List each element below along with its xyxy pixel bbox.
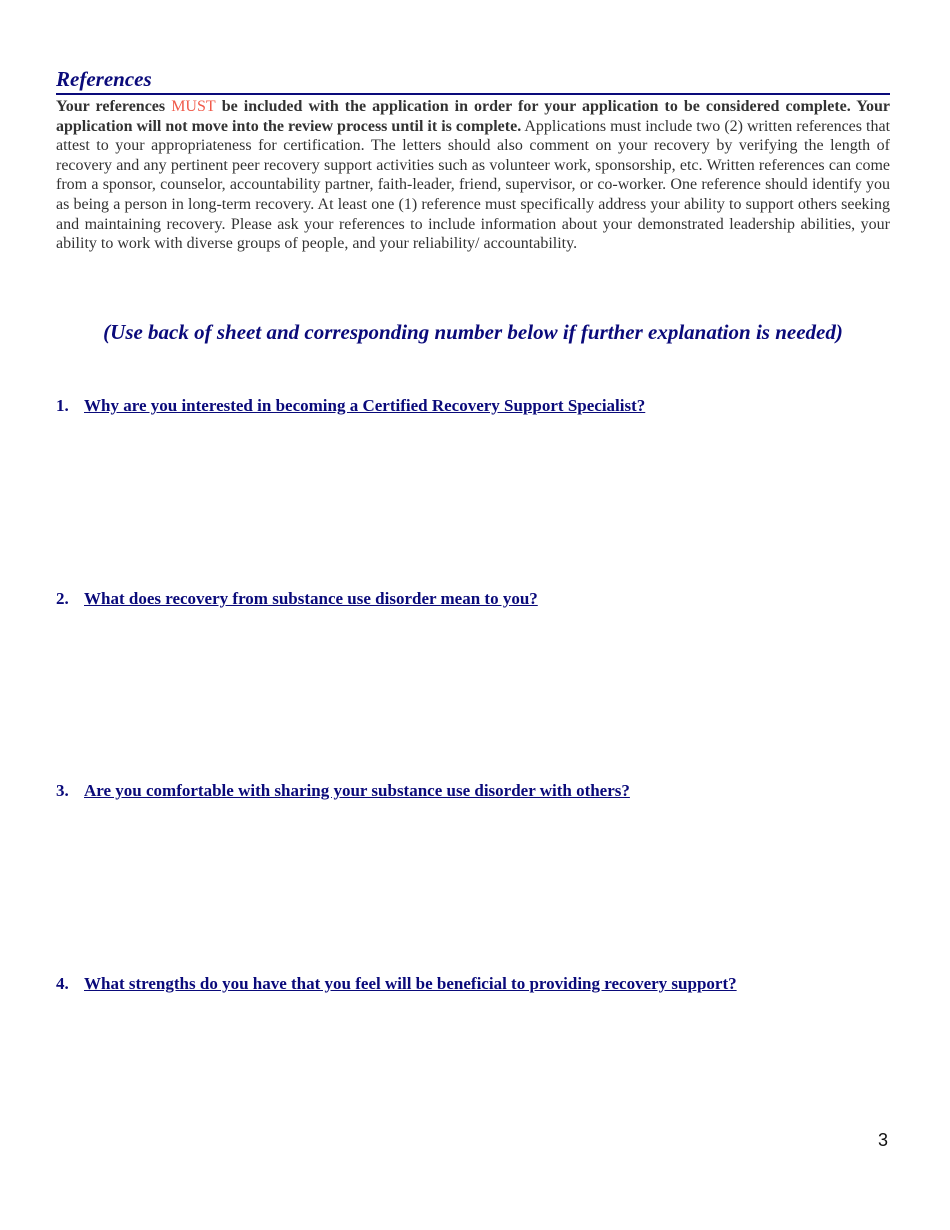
page-number: 3	[877, 1130, 888, 1150]
question-number: 4.	[56, 974, 69, 993]
question-text: Why are you interested in becoming a Certified Recovery Support Specialist?	[84, 396, 646, 415]
question-text: What strengths do you have that you feel will be beneficial to providing recovery support?	[84, 974, 737, 993]
question-4	[56, 973, 890, 995]
question-text: Are you comfortable with sharing your substance use disorder with others?	[84, 781, 630, 800]
explanation-note: (Use back of sheet and corresponding number below if further explanation is needed)	[103, 320, 843, 344]
question-3	[56, 780, 890, 802]
question-1	[56, 395, 890, 417]
intro-bold-rest: be included with the application in order for your application to be considered complete. Your application will not move into the review process until it is complete.	[56, 98, 891, 135]
question-number: 1.	[56, 396, 69, 415]
question-2	[56, 588, 890, 610]
intro-body: Applications must include two (2) written references that attest to your appropriateness for certification. The letters should also comment on your recovery by verifying the length of recovery and any pertinent peer recovery support activities such as volunteer work, sponsorship, etc. Written references can come from a sponsor, counselor, accountability partner, faith-leader, friend, supervisor, or co-worker. One reference should identify you as being a person in long-term recovery. At least one (1) reference must specifically address your ability to support others seeking and maintaining recovery. Please ask your references to include information about your demonstrated leadership abilities, your ability to work with diverse groups of people, and your reliability/ accountability.	[56, 117, 891, 253]
intro-must-emphasis: MUST	[171, 98, 216, 115]
intro-bold-start: Your references	[56, 98, 172, 115]
question-number: 3.	[56, 781, 69, 800]
section-title: References	[56, 66, 890, 95]
question-text: What does recovery from substance use disorder mean to you?	[84, 589, 538, 608]
question-number: 2.	[56, 589, 69, 608]
references-instructions	[56, 97, 890, 254]
